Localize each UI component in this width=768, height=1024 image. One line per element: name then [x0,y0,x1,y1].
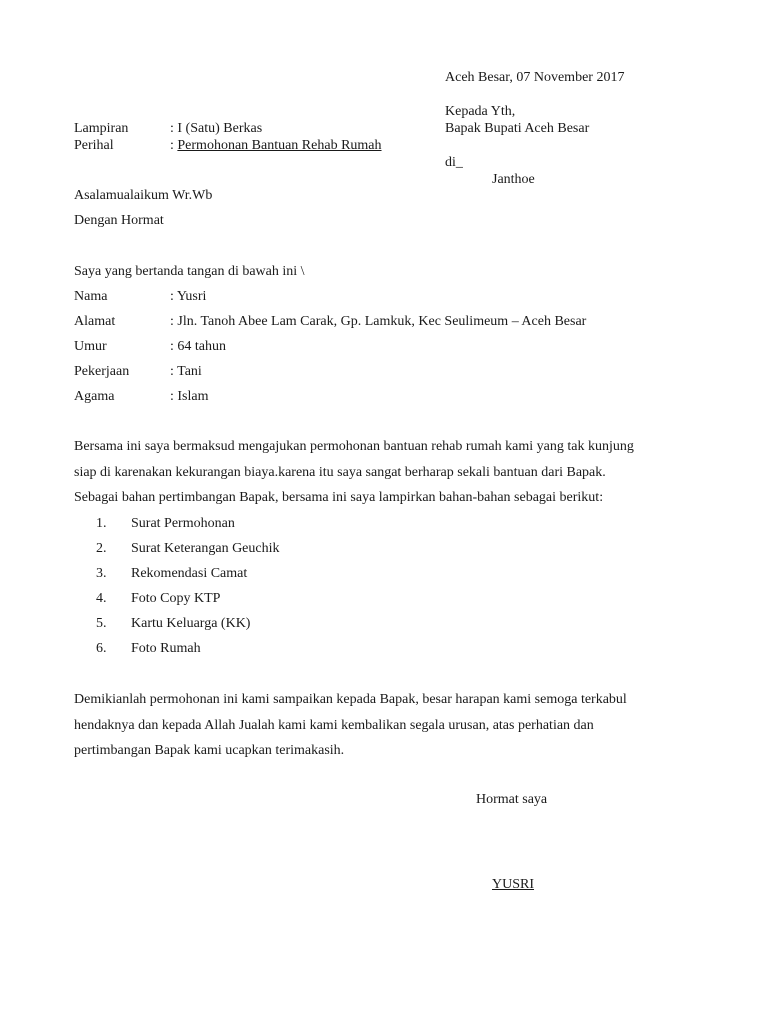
salam: Asalamualaikum Wr.Wb [74,188,213,203]
signatory-name: YUSRI [492,877,535,892]
identity-value: : Islam [170,389,209,404]
attachment-number: 5. [96,616,107,631]
perihal-row [74,138,382,154]
identity-value: : Jln. Tanoh Abee Lam Carak, Gp. Lamkuk, Kec Seulimeum – Aceh Besar [170,314,587,329]
attachment-text: Kartu Keluarga (KK) [131,616,251,631]
identity-label: Alamat [74,314,116,329]
identity-label: Agama [74,389,115,404]
attachment-text: Foto Rumah [131,641,201,656]
identity-row [74,339,226,355]
identity-label: Pekerjaan [74,364,130,379]
identity-row [74,314,586,330]
body-paragraph [74,434,704,511]
recipient-line-4: Janthoe [492,172,535,187]
attachment-text: Surat Keterangan Geuchik [131,541,280,556]
attachment-number: 2. [96,541,107,556]
attachment-item [96,641,201,657]
lampiran-value: : I (Satu) Berkas [170,121,263,136]
recipient-line-2: Bapak Bupati Aceh Besar [445,121,590,136]
paragraph-line: Sebagai bahan pertimbangan Bapak, bersama ini saya lampirkan bahan-bahan sebagai berikut: [74,490,604,505]
identity-label: Umur [74,339,107,354]
paragraph-line: hendaknya dan kepada Allah Jualah kami kami kembalikan segala urusan, atas perhatian dan [74,717,594,733]
dengan-hormat: Dengan Hormat [74,213,164,228]
identity-value: : 64 tahun [170,339,226,354]
lampiran-row [74,121,262,137]
attachment-item [96,516,235,532]
attachment-item [96,541,280,557]
intro-line: Saya yang bertanda tangan di bawah ini \ [74,264,305,279]
recipient-line-3: di_ [445,155,463,170]
paragraph-line: siap di karenakan kekurangan biaya.karena itu saya sangat berharap sekali bantuan dari Bapak. [74,464,606,480]
closing-paragraph [74,687,704,764]
attachment-text: Surat Permohonan [131,516,235,531]
paragraph-line: Bersama ini saya bermaksud mengajukan permohonan bantuan rehab rumah kami yang tak kunjung [74,439,634,454]
perihal-colon: : [170,138,178,153]
identity-value: : Tani [170,364,202,379]
attachment-item [96,616,250,632]
perihal-value: Permohonan Bantuan Rehab Rumah [177,138,382,153]
paragraph-line: Demikianlah permohonan ini kami sampaikan kepada Bapak, besar harapan kami semoga terkabul [74,692,627,707]
identity-label: Nama [74,289,108,304]
hormat-saya: Hormat saya [476,792,548,807]
attachment-number: 3. [96,566,107,581]
attachment-number: 6. [96,641,107,656]
attachment-text: Foto Copy KTP [131,591,221,606]
attachment-text: Rekomendasi Camat [131,566,248,581]
place-date: Aceh Besar, 07 November 2017 [445,70,625,85]
perihal-label: Perihal [74,138,114,153]
identity-row [74,289,206,305]
identity-value: : Yusri [170,289,207,304]
identity-row [74,364,202,380]
paragraph-line: pertimbangan Bapak kami ucapkan terimakasih. [74,743,345,758]
identity-row [74,389,209,405]
attachment-number: 1. [96,516,107,531]
attachment-number: 4. [96,591,107,606]
recipient-line-1: Kepada Yth, [445,104,516,119]
attachment-item [96,566,247,582]
lampiran-label: Lampiran [74,121,129,136]
attachment-item [96,591,220,607]
